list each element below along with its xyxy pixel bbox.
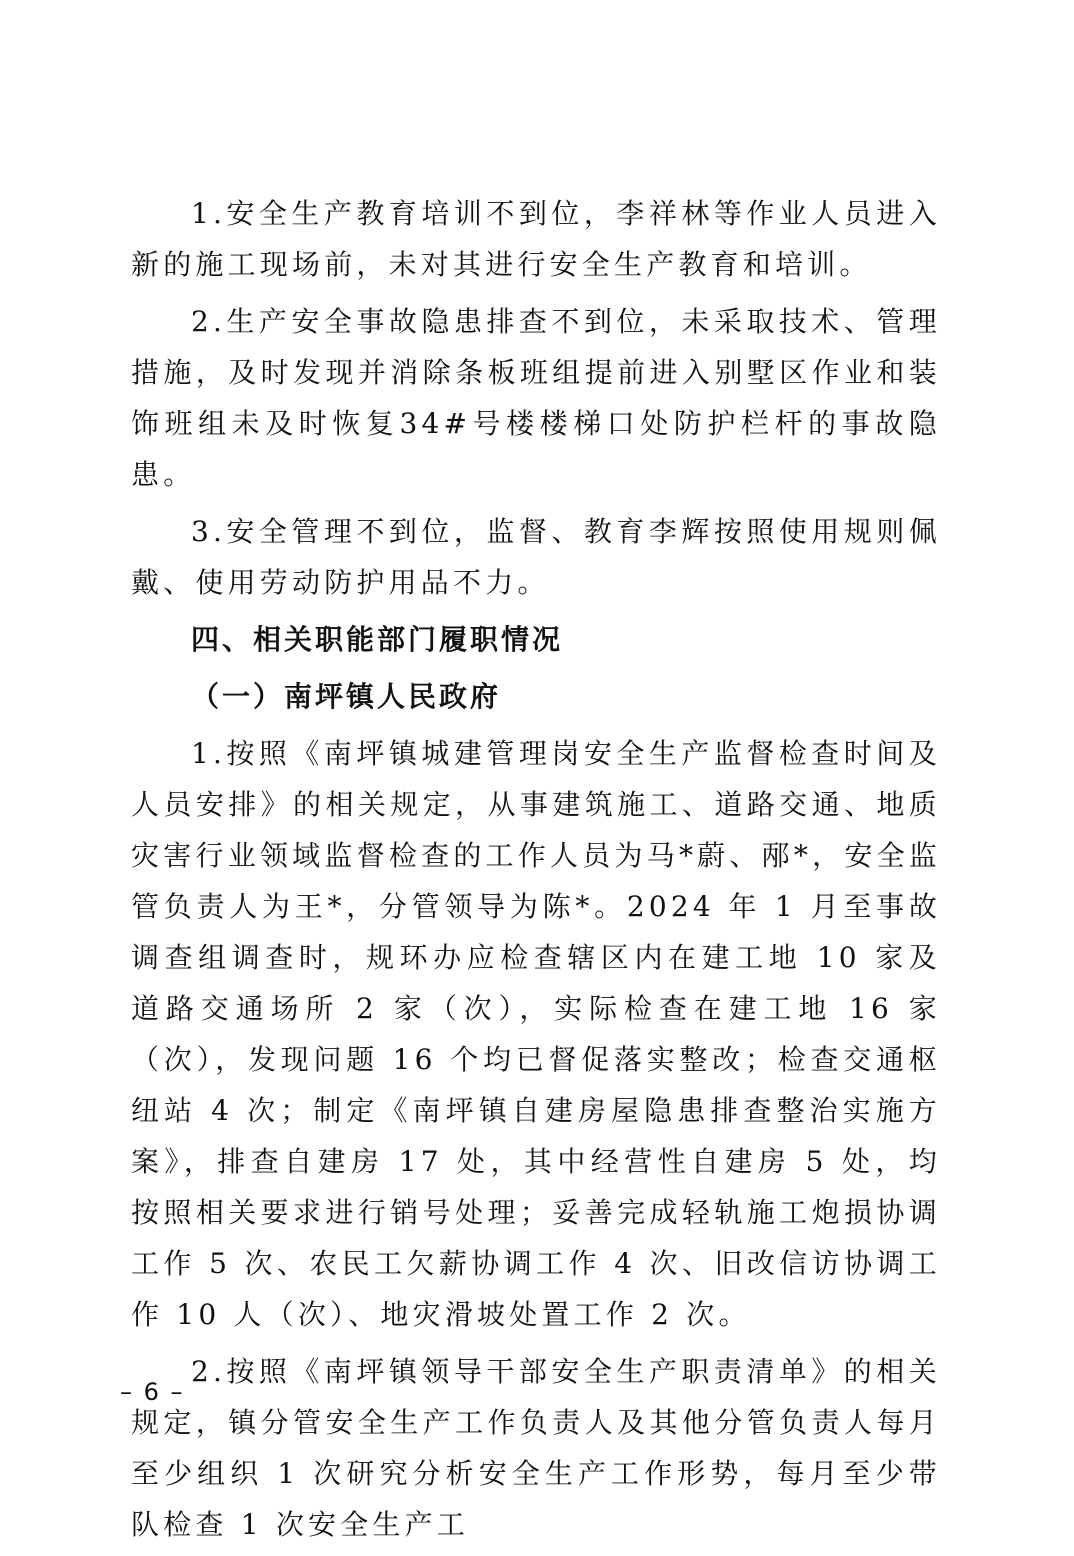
page-number: – 6 –: [120, 1378, 185, 1406]
paragraph-township-inspection: 1.按照《南坪镇城建管理岗安全生产监督检查时间及人员安排》的相关规定，从事建筑施工、道路交通、地质灾害行业领域监督检查的工作人员为马*蔚、邴*，安全监管负责人为王*，分管领导为陈*。2024 年 1 月至事故调查组调查时，规环办应检查辖区内在建工地 10 家及道路交通场所 2 家（次），实际检查在建工地 16 家（次），发现问题 16 个均已督促落实整改；检查交通枢纽站 4 次；制定《南坪镇自建房屋隐患排查整治实施方案》，排查自建房 17 处，其中经营性自建房 5 处，均按照相关要求进行销号处理；妥善完成轻轨施工炮损协调工作 5 次、农民工欠薪协调工作 4 次、旧改信访协调工作 10 人（次）、地灾滑坡处置工作 2 次。: [131, 737, 941, 1331]
subsection-heading: （一）南坪镇人民政府: [191, 680, 502, 713]
paragraph-item-2: 2.生产安全事故隐患排查不到位，未采取技术、管理措施，及时发现并消除条板班组提前进入别墅区作业和装饰班组未及时恢复34#号楼楼梯口处防护栏杆的事故隐患。: [131, 305, 941, 491]
paragraph-leadership-duties: 2.按照《南坪镇领导干部安全生产职责清单》的相关规定，镇分管安全生产工作负责人及其他分管负责人每月至少组织 1 次研究分析安全生产工作形势，每月至少带队检查 1 次安全生产工: [131, 1355, 941, 1541]
section-heading: 四、相关职能部门履职情况: [191, 623, 564, 656]
document-body: [131, 188, 941, 1556]
paragraph-item-3: 3.安全管理不到位，监督、教育李辉按照使用规则佩戴、使用劳动防护用品不力。: [131, 515, 941, 599]
paragraph-item-1: 1.安全生产教育培训不到位，李祥林等作业人员进入新的施工现场前，未对其进行安全生产教育和培训。: [131, 197, 941, 281]
